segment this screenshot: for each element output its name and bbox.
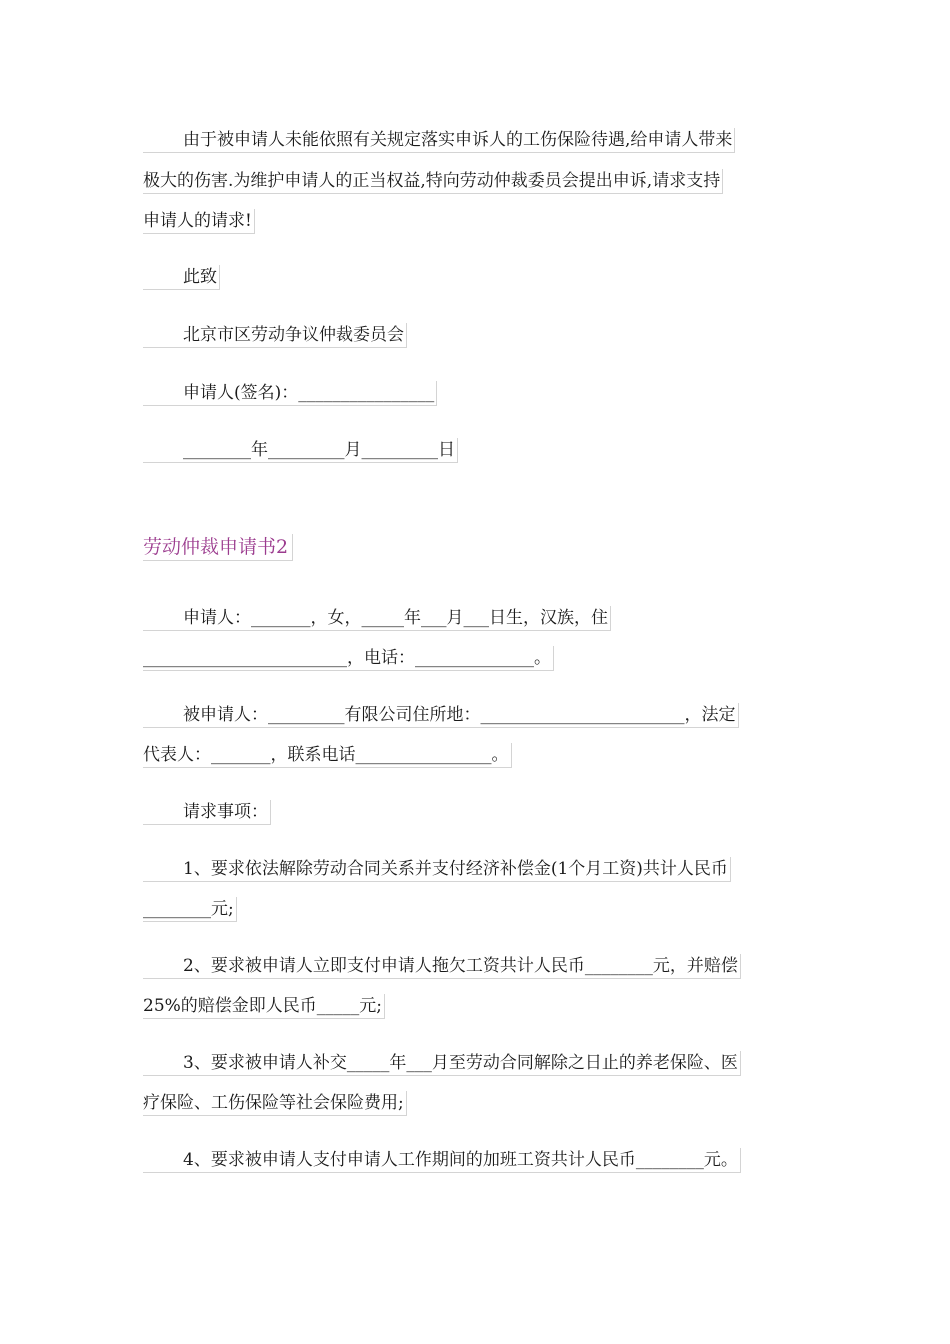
date-line: ________年_________月_________日 [143,438,458,463]
requests-label: 请求事项： [143,800,271,825]
paragraph-line: 申请人的请求! [143,209,255,234]
request-item: 4、要求被申请人支付申请人工作期间的加班工资共计人民币________元。 [143,1148,741,1173]
paragraph-line: 由于被申请人未能依照有关规定落实申诉人的工伤保险待遇,给申请人带来 [143,128,735,153]
paragraph-line: 极大的伤害.为维护申请人的正当权益,特向劳动仲裁委员会提出申诉,请求支持 [143,169,723,194]
request-item: 2、要求被申请人立即支付申请人拖欠工资共计人民币________元，并赔偿 [143,954,741,979]
respondent-line: 被申请人：_________有限公司住所地：________________________，法定 [143,703,739,728]
recipient: 北京市区劳动争议仲裁委员会 [143,323,407,348]
request-item: ________元; [143,897,237,922]
applicant-line: 申请人：_______，女，_____年___月___日生，汉族，住 [143,606,611,631]
salutation: 此致 [143,265,220,290]
signature-line: 申请人(签名)：________________ [143,381,437,406]
request-item: 25%的赔偿金即人民币_____元; [143,994,385,1019]
applicant-line: ________________________，电话：______________。 [143,646,554,671]
respondent-line: 代表人：_______，联系电话________________。 [143,743,512,768]
section-title: 劳动仲裁申请书2 [143,534,293,561]
request-item: 疗保险、工伤保险等社会保险费用; [143,1091,407,1116]
request-item: 3、要求被申请人补交_____年___月至劳动合同解除之日止的养老保险、医 [143,1051,741,1076]
request-item: 1、要求依法解除劳动合同关系并支付经济补偿金(1个月工资)共计人民币 [143,857,731,882]
